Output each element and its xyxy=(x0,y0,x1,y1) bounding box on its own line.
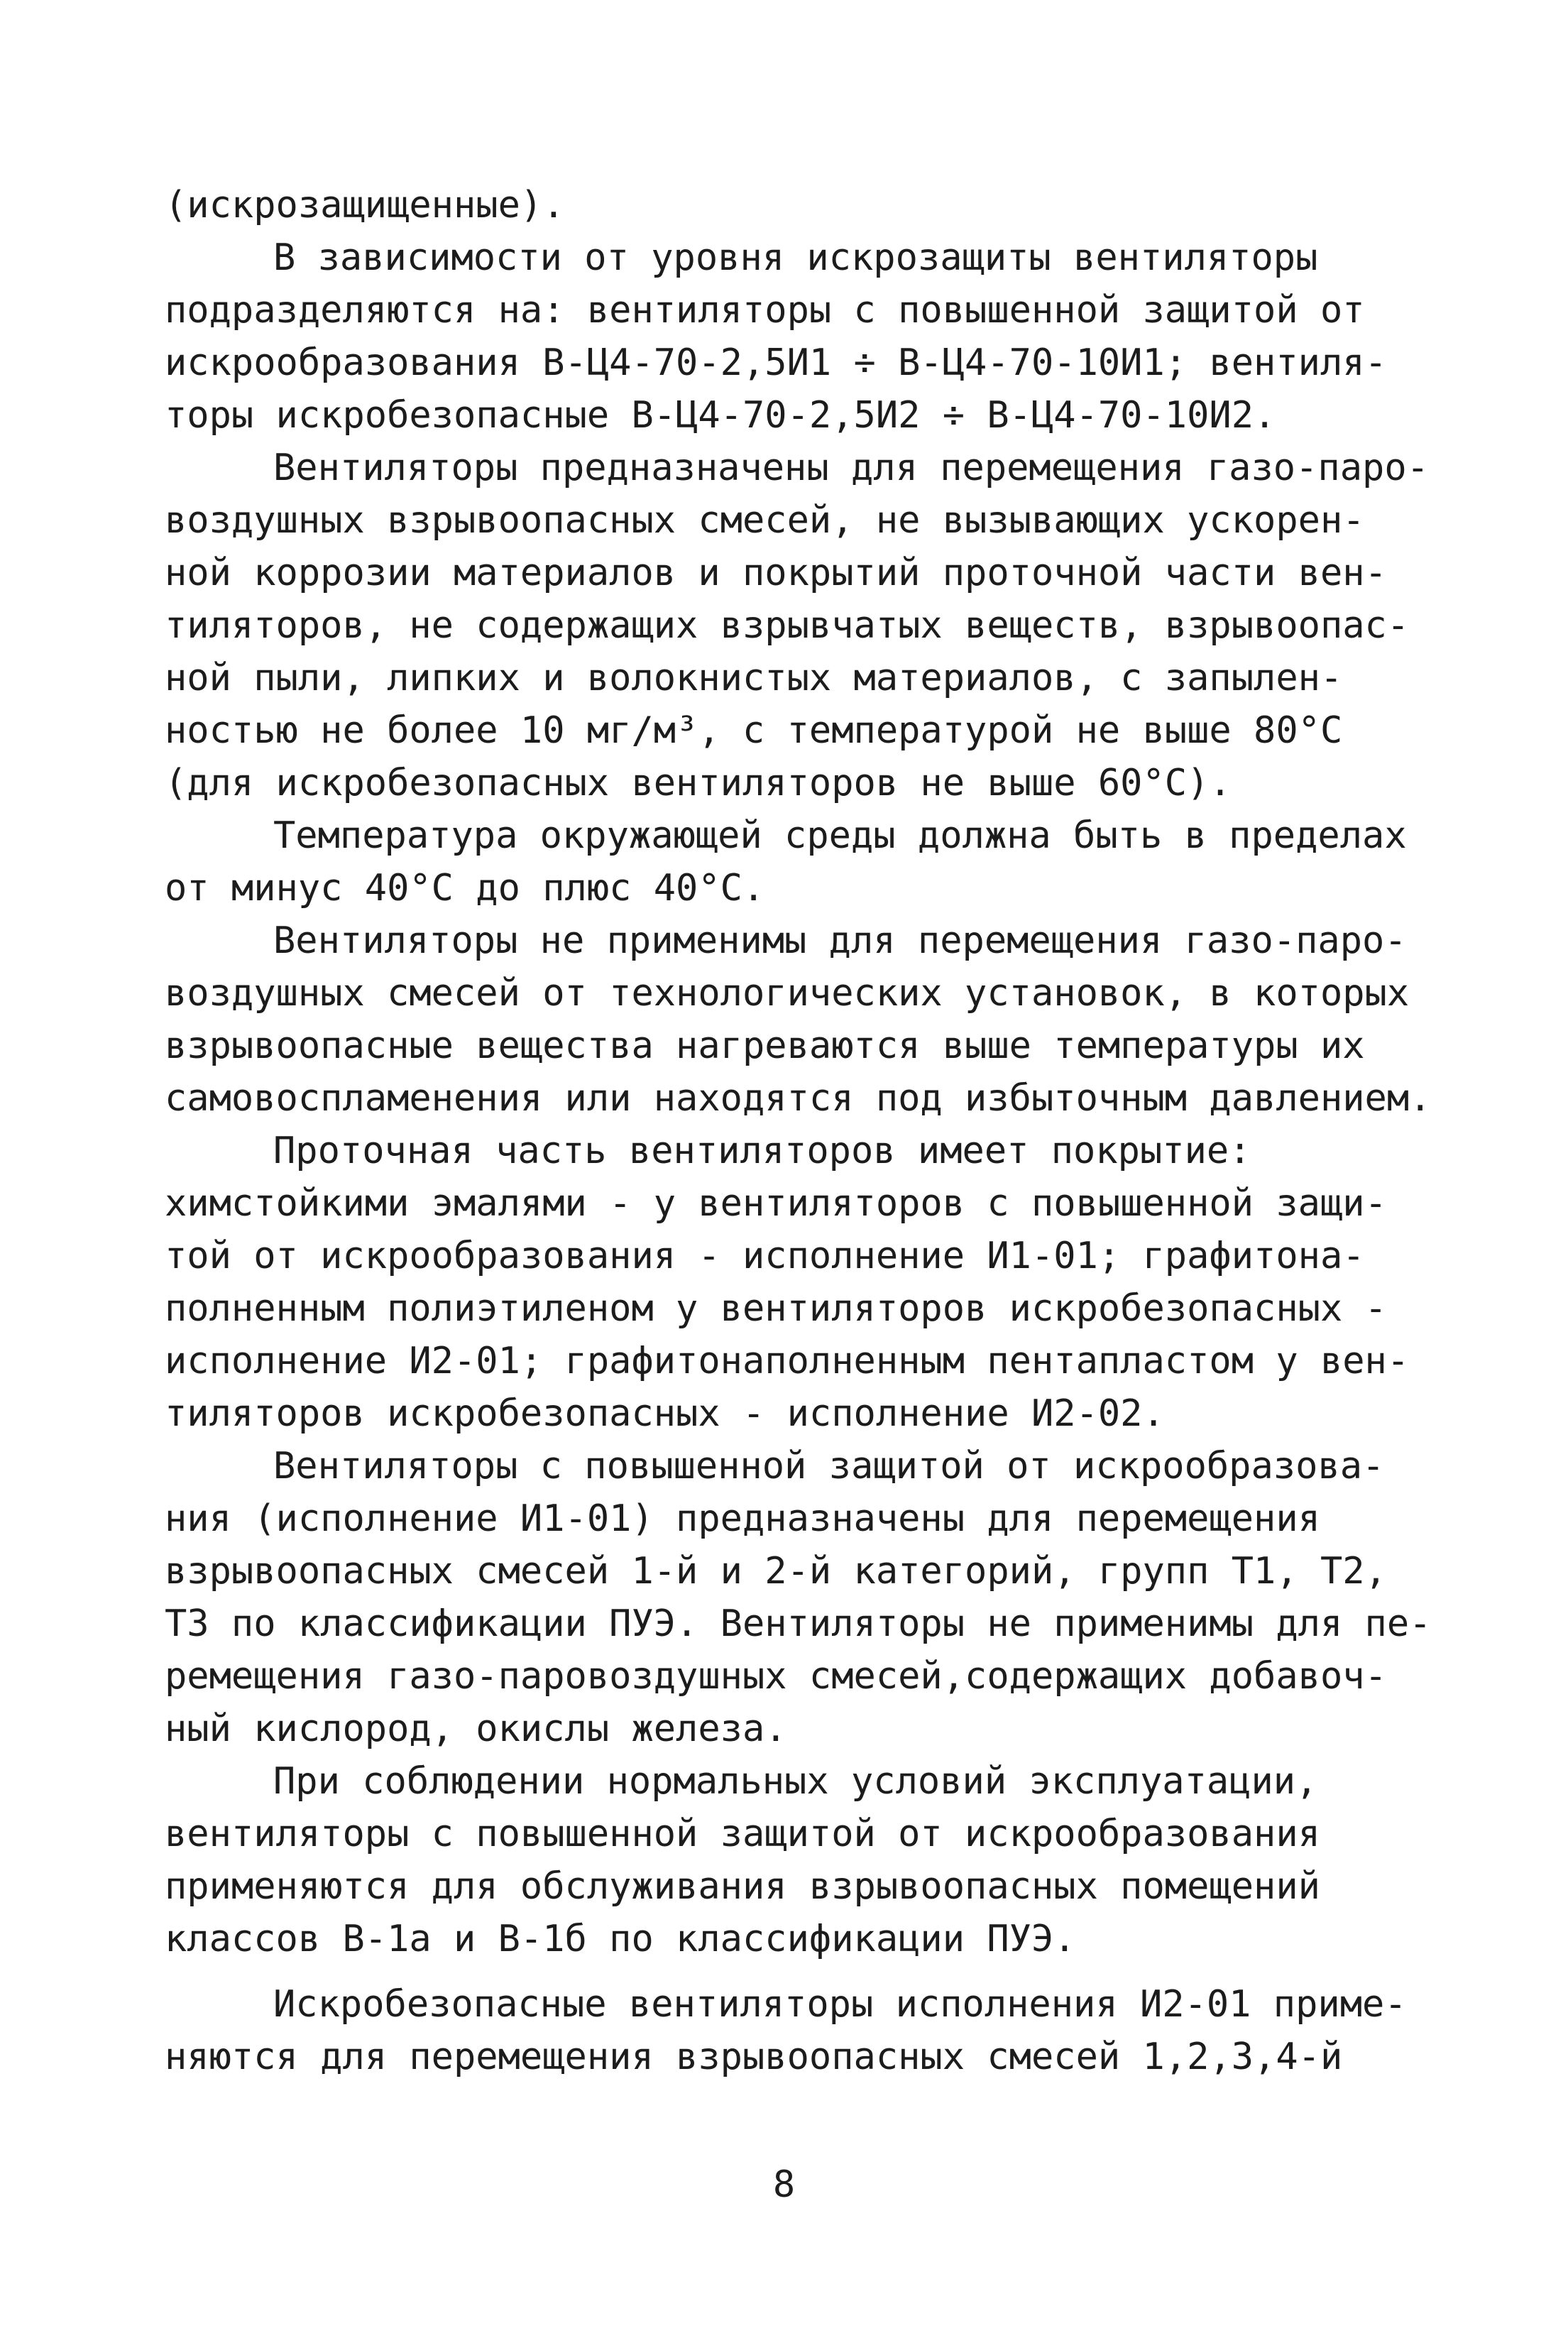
text-line: химстойкими эмалями - у вентиляторов с повышенной защи- xyxy=(165,1182,1387,1225)
text-line: Проточная часть вентиляторов имеет покрытие: xyxy=(273,1130,1251,1172)
text-line: Искробезопасные вентиляторы исполнения И2-01 приме- xyxy=(273,1983,1407,2026)
text-line: классов В-1а и В-1б по классификации ПУЭ. xyxy=(165,1918,1076,1960)
text-line: от минус 40°С до плюс 40°С. xyxy=(165,867,765,910)
text-line: (для искробезопасных вентиляторов не выше 60°С). xyxy=(165,762,1232,804)
text-line: подразделяются на: вентиляторы с повышенной защитой от xyxy=(165,289,1365,332)
text-line: ной коррозии материалов и покрытий проточной части вен- xyxy=(165,552,1387,594)
text-line: (искрозащищенные). xyxy=(165,184,565,226)
text-line: торы искробезопасные В-Ц4-70-2,5И2 ÷ В-Ц4-70-10И2. xyxy=(165,394,1276,437)
text-line: Вентиляторы с повышенной защитой от искрообразова- xyxy=(273,1445,1385,1487)
text-line: воздушных взрывоопасных смесей, не вызывающих ускорен- xyxy=(165,499,1365,542)
text-line: ной пыли, липких и волокнистых материалов, с запылен- xyxy=(165,657,1343,699)
text-line: ный кислород, окислы железа. xyxy=(165,1708,787,1750)
text-line: взрывоопасных смесей 1-й и 2-й категорий, групп Т1, Т2, xyxy=(165,1550,1387,1593)
text-line: тиляторов, не содержащих взрывчатых веществ, взрывоопас- xyxy=(165,604,1410,647)
text-line: взрывоопасные вещества нагреваются выше температуры их xyxy=(165,1025,1365,1067)
text-line: В зависимости от уровня искрозащиты вентиляторы xyxy=(273,236,1318,279)
text-line: применяются для обслуживания взрывоопасных помещений xyxy=(165,1865,1320,1908)
text-line: исполнение И2-01; графитонаполненным пентапластом у вен- xyxy=(165,1340,1410,1382)
text-line: Т3 по классификации ПУЭ. Вентиляторы не применимы для пе- xyxy=(165,1602,1432,1645)
text-line: ния (исполнение И1-01) предназначены для перемещения xyxy=(165,1497,1320,1540)
text-line: Температура окружающей среды должна быть в пределах xyxy=(273,814,1407,857)
text-line: той от искрообразования - исполнение И1-01; графитона- xyxy=(165,1235,1365,1277)
text-line: Вентиляторы предназначены для перемещения газо-паро- xyxy=(273,447,1429,489)
text-line: При соблюдении нормальных условий эксплуатации, xyxy=(273,1760,1318,1803)
text-line: вентиляторы с повышенной защитой от искрообразования xyxy=(165,1813,1320,1855)
text-line: ремещения газо-паровоздушных смесей,содержащих добавоч- xyxy=(165,1655,1387,1698)
text-line: няются для перемещения взрывоопасных смесей 1,2,3,4-й xyxy=(165,2036,1343,2078)
text-line: Вентиляторы не применимы для перемещения газо-паро- xyxy=(273,919,1407,962)
text-line: тиляторов искробезопасных - исполнение И2-02. xyxy=(165,1392,1165,1435)
text-line: самовоспламенения или находятся под избыточным давлением. xyxy=(165,1077,1432,1120)
text-line: ностью не более 10 мг/м³, с температурой не выше 80°С xyxy=(165,709,1343,752)
text-line: полненным полиэтиленом у вентиляторов искробезопасных - xyxy=(165,1287,1387,1330)
text-line: искрообразования В-Ц4-70-2,5И1 ÷ В-Ц4-70-10И1; вентиля- xyxy=(165,342,1387,384)
text-line: воздушных смесей от технологических установок, в которых xyxy=(165,972,1410,1015)
page-number: 8 xyxy=(772,2163,796,2206)
